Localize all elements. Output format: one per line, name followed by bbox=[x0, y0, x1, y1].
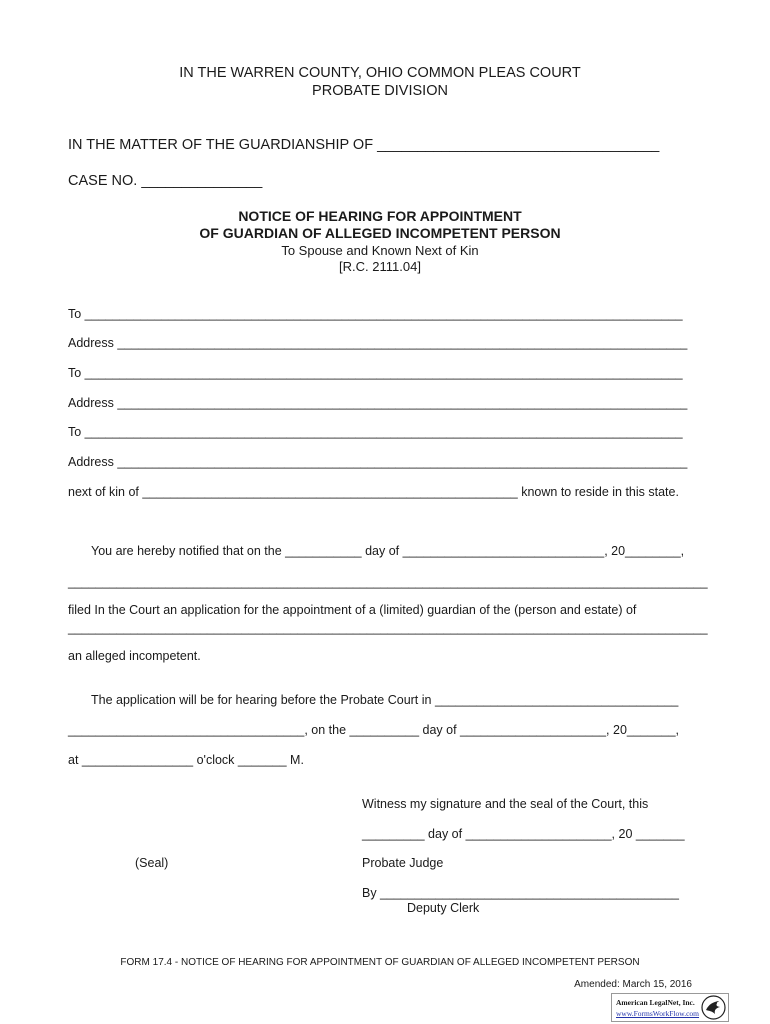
form-footer: FORM 17.4 - NOTICE OF HEARING FOR APPOINTMENT OF GUARDIAN OF ALLEGED INCOMPETENT PERSON bbox=[120, 957, 640, 968]
hearing-time-field[interactable]: at ________________ o'clock _______ M. bbox=[68, 753, 304, 767]
publisher-logo bbox=[611, 993, 729, 1022]
hearing-date-field[interactable]: __________________________________, on the __________ day of _____________________, 20_______, bbox=[68, 723, 680, 737]
recipient-address-field-3[interactable]: Address __________________________________________________________________________________ bbox=[68, 455, 688, 469]
next-of-kin-field[interactable]: next of kin of ______________________________________________________ known to reside in this state. bbox=[68, 485, 679, 499]
recipient-address-field-2[interactable]: Address __________________________________________________________________________________ bbox=[68, 396, 688, 410]
court-heading: IN THE WARREN COUNTY, OHIO COMMON PLEAS COURT bbox=[179, 65, 581, 81]
form-title-line1: NOTICE OF HEARING FOR APPOINTMENT bbox=[238, 208, 522, 224]
alleged-incompetent-text: an alleged incompetent. bbox=[68, 649, 201, 663]
ward-blank-line[interactable]: ____________________________________________________________________________________________ bbox=[68, 621, 708, 635]
probate-judge-label: Probate Judge bbox=[362, 856, 444, 870]
notification-date-field[interactable]: You are hereby notified that on the ___________ day of _____________________________, 20________, bbox=[91, 544, 685, 558]
deputy-clerk-signature-field[interactable]: By ___________________________________________ bbox=[362, 886, 679, 900]
eagle-icon bbox=[701, 995, 726, 1020]
recipient-to-field-1[interactable]: To ______________________________________________________________________________________ bbox=[68, 307, 683, 321]
witness-date-field[interactable]: _________ day of _____________________, 20 _______ bbox=[362, 827, 685, 841]
hearing-location-field[interactable]: The application will be for hearing before the Probate Court in ___________________________________ bbox=[91, 693, 679, 707]
applicant-blank-line[interactable]: ____________________________________________________________________________________________ bbox=[68, 575, 708, 589]
amended-date: Amended: March 15, 2016 bbox=[574, 979, 692, 990]
filed-application-text: filed In the Court an application for the appointment of a (limited) guardian of the (person and estate) of bbox=[68, 603, 637, 617]
deputy-clerk-label: Deputy Clerk bbox=[407, 901, 480, 915]
seal-label: (Seal) bbox=[135, 856, 169, 870]
division-heading: PROBATE DIVISION bbox=[312, 83, 448, 99]
statute-reference: [R.C. 2111.04] bbox=[339, 259, 421, 274]
case-number-field[interactable]: CASE NO. _______________ bbox=[68, 173, 263, 189]
form-subtitle: To Spouse and Known Next of Kin bbox=[281, 243, 479, 258]
witness-text: Witness my signature and the seal of the Court, this bbox=[362, 797, 649, 811]
form-title-line2: OF GUARDIAN OF ALLEGED INCOMPETENT PERSON bbox=[199, 225, 561, 241]
publisher-name: American LegalNet, Inc. bbox=[616, 998, 695, 1007]
publisher-url-link[interactable]: www.FormsWorkFlow.com bbox=[616, 1009, 700, 1018]
recipient-to-field-3[interactable]: To ______________________________________________________________________________________ bbox=[68, 425, 683, 439]
recipient-to-field-2[interactable]: To ______________________________________________________________________________________ bbox=[68, 366, 683, 380]
guardianship-matter-field[interactable]: IN THE MATTER OF THE GUARDIANSHIP OF ___________________________________ bbox=[68, 137, 660, 153]
recipient-address-field-1[interactable]: Address __________________________________________________________________________________ bbox=[68, 336, 688, 350]
